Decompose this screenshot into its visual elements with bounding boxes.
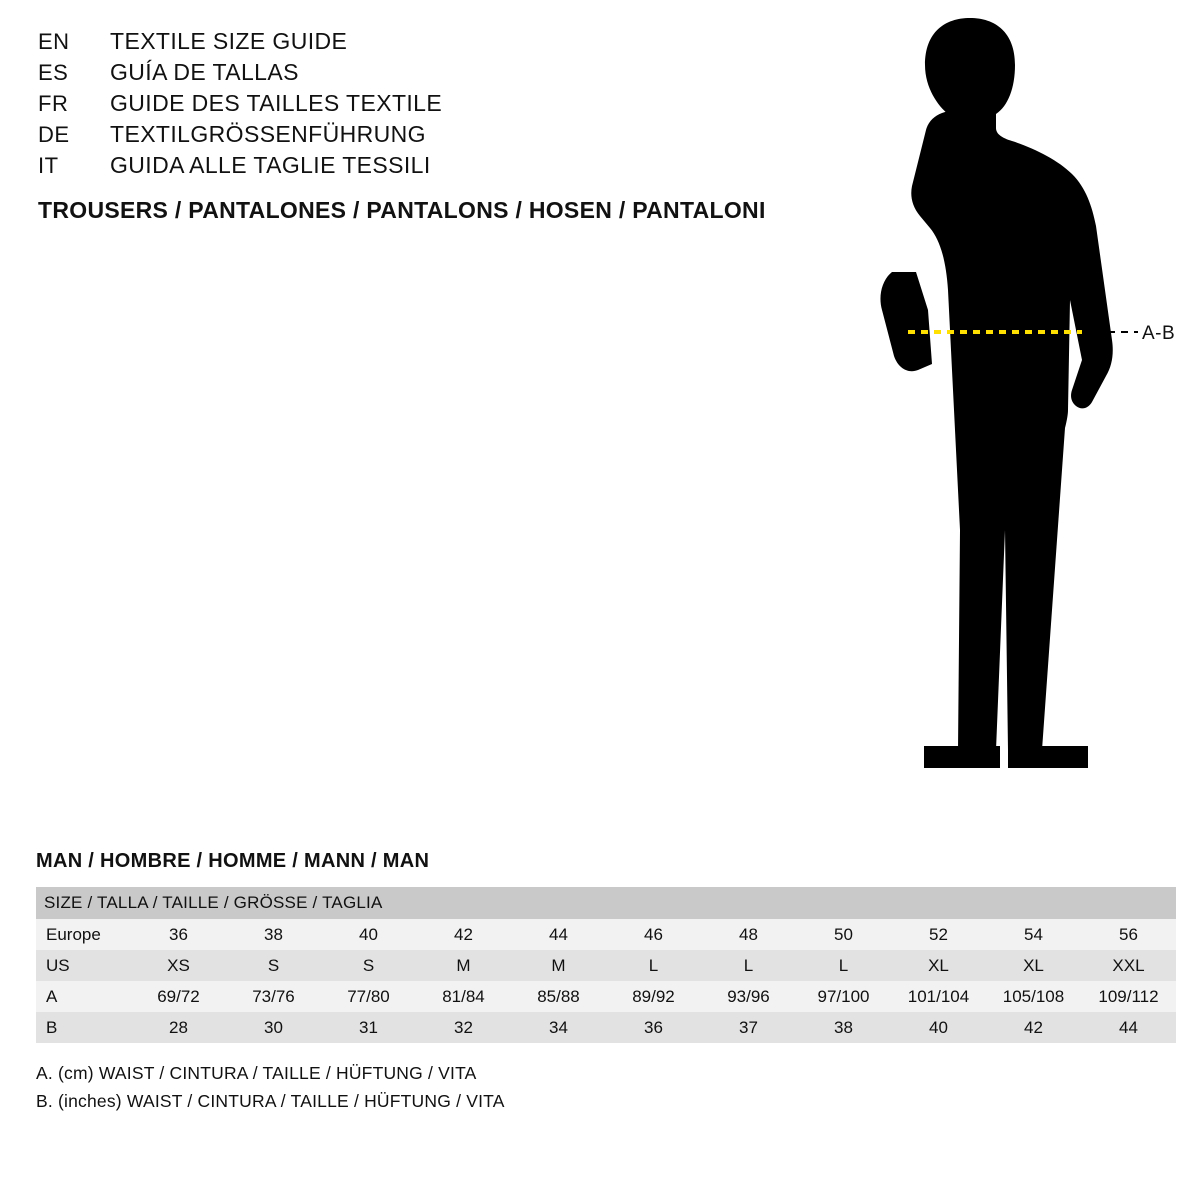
garment-type-title: TROUSERS / PANTALONES / PANTALONS / HOSEN / PANTALONI: [38, 197, 766, 223]
language-row-it: [38, 152, 818, 183]
cell: 69/72: [131, 981, 226, 1012]
cell: 109/112: [1081, 981, 1176, 1012]
language-title: GUIDA ALLE TAGLIE TESSILI: [110, 152, 431, 178]
size-table: [36, 887, 1176, 1043]
table-row: [36, 981, 1176, 1012]
language-title: GUÍA DE TALLAS: [110, 59, 299, 85]
cell: M: [416, 950, 511, 981]
cell: XXL: [1081, 950, 1176, 981]
cell: M: [511, 950, 606, 981]
row-label: US: [36, 950, 131, 981]
cell: 105/108: [986, 981, 1081, 1012]
cell: 101/104: [891, 981, 986, 1012]
cell: 48: [701, 919, 796, 950]
footnote-a: A. (cm) WAIST / CINTURA / TAILLE / HÜFTUNG / VITA: [36, 1063, 477, 1083]
table-row: [36, 1012, 1176, 1043]
table-header-label: SIZE / TALLA / TAILLE / GRÖSSE / TAGLIA: [36, 887, 1176, 919]
row-label: Europe: [36, 919, 131, 950]
cell: 44: [511, 919, 606, 950]
language-code: DE: [38, 122, 70, 147]
cell: 97/100: [796, 981, 891, 1012]
cell: 54: [986, 919, 1081, 950]
table-row: [36, 919, 1176, 950]
cell: 85/88: [511, 981, 606, 1012]
cell: 36: [131, 919, 226, 950]
cell: 77/80: [321, 981, 416, 1012]
cell: L: [796, 950, 891, 981]
language-title: TEXTILE SIZE GUIDE: [110, 28, 348, 54]
cell: 37: [701, 1012, 796, 1043]
cell: S: [321, 950, 416, 981]
cell: 93/96: [701, 981, 796, 1012]
cell: 46: [606, 919, 701, 950]
row-label: B: [36, 1012, 131, 1043]
cell: 38: [796, 1012, 891, 1043]
size-table-section: [36, 850, 1176, 1115]
cell: 52: [891, 919, 986, 950]
cell: 31: [321, 1012, 416, 1043]
cell: 89/92: [606, 981, 701, 1012]
cell: 30: [226, 1012, 321, 1043]
measure-label-ab: A-B: [1142, 323, 1176, 344]
table-row: [36, 950, 1176, 981]
footnote-b: B. (inches) WAIST / CINTURA / TAILLE / HÜFTUNG / VITA: [36, 1091, 505, 1111]
cell: 42: [986, 1012, 1081, 1043]
language-title: TEXTILGRÖSSENFÜHRUNG: [110, 121, 426, 147]
cell: L: [606, 950, 701, 981]
cell: 42: [416, 919, 511, 950]
cell: 81/84: [416, 981, 511, 1012]
cell: XS: [131, 950, 226, 981]
language-title: GUIDE DES TAILLES TEXTILE: [110, 90, 443, 116]
cell: 44: [1081, 1012, 1176, 1043]
language-header: [38, 28, 818, 224]
cell: 32: [416, 1012, 511, 1043]
cell: 34: [511, 1012, 606, 1043]
gender-title: MAN / HOMBRE / HOMME / MANN / MAN: [36, 850, 430, 872]
cell: 40: [891, 1012, 986, 1043]
cell: 38: [226, 919, 321, 950]
footnotes: [36, 1059, 1176, 1115]
man-silhouette-icon: [820, 10, 1200, 800]
cell: 56: [1081, 919, 1176, 950]
cell: 36: [606, 1012, 701, 1043]
cell: S: [226, 950, 321, 981]
language-code: ES: [38, 60, 69, 85]
cell: L: [701, 950, 796, 981]
cell: 73/76: [226, 981, 321, 1012]
figure-illustration: [820, 10, 1200, 810]
cell: XL: [891, 950, 986, 981]
language-code: EN: [38, 29, 70, 54]
language-code: FR: [38, 91, 69, 116]
language-row-fr: [38, 90, 818, 121]
table-header-row: [36, 887, 1176, 919]
language-row-en: [38, 28, 818, 59]
language-code: IT: [38, 153, 59, 178]
language-row-es: [38, 59, 818, 90]
cell: 40: [321, 919, 416, 950]
language-row-de: [38, 121, 818, 152]
cell: 28: [131, 1012, 226, 1043]
cell: 50: [796, 919, 891, 950]
row-label: A: [36, 981, 131, 1012]
cell: XL: [986, 950, 1081, 981]
